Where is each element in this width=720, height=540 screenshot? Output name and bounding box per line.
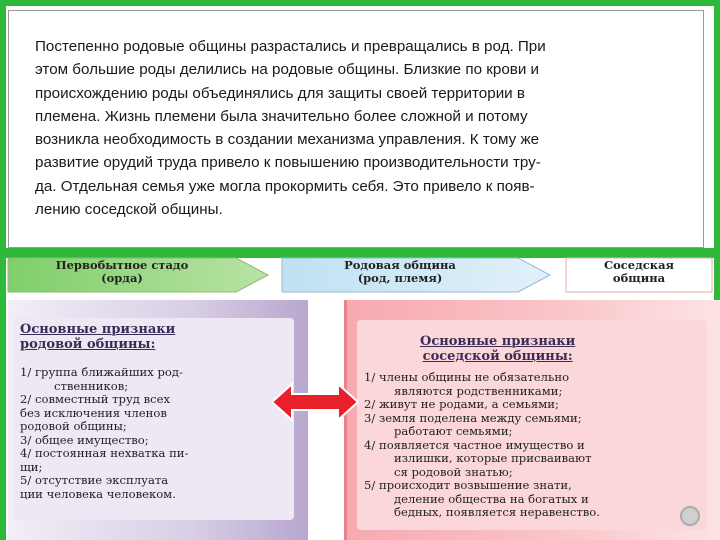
list-item: 3/ общее имущество; xyxy=(20,432,149,447)
slide-corner-dot xyxy=(680,506,700,526)
paragraph-line: Постепенно родовые общины разрастались и превращались в род. При xyxy=(35,38,546,55)
list-item: ся родовой знатью; xyxy=(394,464,513,479)
paragraph-line: этом большие роды делились на родовые общины. Близкие по крови и xyxy=(35,61,540,79)
clan-features-list xyxy=(20,366,270,501)
list-item: деление общества на богатых и xyxy=(394,491,589,506)
stage-2-line1: Родовая община xyxy=(344,258,456,272)
paragraph-line: лению соседской общины. xyxy=(35,201,223,219)
neighbor-features-list xyxy=(364,371,704,520)
stage-label-2 xyxy=(282,259,518,285)
stage-1-line1: Первобытное стадо xyxy=(55,258,189,272)
stage-1-line2: (орда) xyxy=(101,271,143,285)
list-item: 1/ члены общины не обязательно xyxy=(364,370,570,384)
paragraph-line: происхождению роды объединялись для защиты своей территории в xyxy=(35,84,525,102)
clan-title-line1: Основные признаки xyxy=(20,322,176,337)
stage-2-line2: (род, племя) xyxy=(357,271,443,285)
neighbor-title-line1: Основные признаки xyxy=(420,334,576,349)
list-item: 5/ отсутствие эксплуата xyxy=(20,473,169,487)
list-item: щи; xyxy=(20,459,43,474)
list-item: без исключения членов xyxy=(20,405,167,420)
text-box xyxy=(8,10,704,248)
stage-3-line2: община xyxy=(612,271,666,285)
list-item: 2/ совместный труд всех xyxy=(20,392,171,406)
paragraph-line: да. Отдельная семья уже могла прокормить себя. Это привело к появ- xyxy=(35,177,535,195)
list-item: 5/ происходит возвышение знати, xyxy=(364,478,572,492)
stage-label-3 xyxy=(566,259,712,285)
main-paragraph xyxy=(35,35,695,221)
list-item: ции человека человеком. xyxy=(20,486,176,501)
double-arrow-icon xyxy=(272,382,358,422)
paragraph-line: племена. Жизнь племени была значительно более сложной и потому xyxy=(35,107,528,125)
paragraph-line: развитие орудий труда привело к повышению производительности тру- xyxy=(35,154,541,172)
list-item: 3/ земля поделена между семьями; xyxy=(364,410,582,425)
list-item: бедных, появляется неравенство. xyxy=(394,505,600,519)
list-item: 4/ появляется частное имущество и xyxy=(364,437,585,452)
list-item: родовой общины; xyxy=(20,419,127,433)
list-item: являются родственниками; xyxy=(394,383,563,398)
list-item: 2/ живут не родами, а семьями; xyxy=(364,397,559,411)
list-item: 4/ постоянная нехватка пи- xyxy=(20,446,189,460)
clan-community-title xyxy=(20,322,175,352)
list-item: работают семьями; xyxy=(394,424,513,438)
list-item: ственников; xyxy=(54,378,129,393)
stage-3-line1: Соседская xyxy=(603,258,675,272)
neighbor-title-line2: соседской общины: xyxy=(422,349,573,364)
stage-label-1 xyxy=(8,259,236,285)
neighbor-community-title xyxy=(420,334,575,364)
clan-title-line2: родовой общины: xyxy=(20,337,156,352)
list-item: излишки, которые присваивают xyxy=(394,451,592,465)
paragraph-line: возникла необходимость в создании механизма управления. К тому же xyxy=(35,131,540,149)
list-item: 1/ группа ближайших род- xyxy=(20,365,183,379)
